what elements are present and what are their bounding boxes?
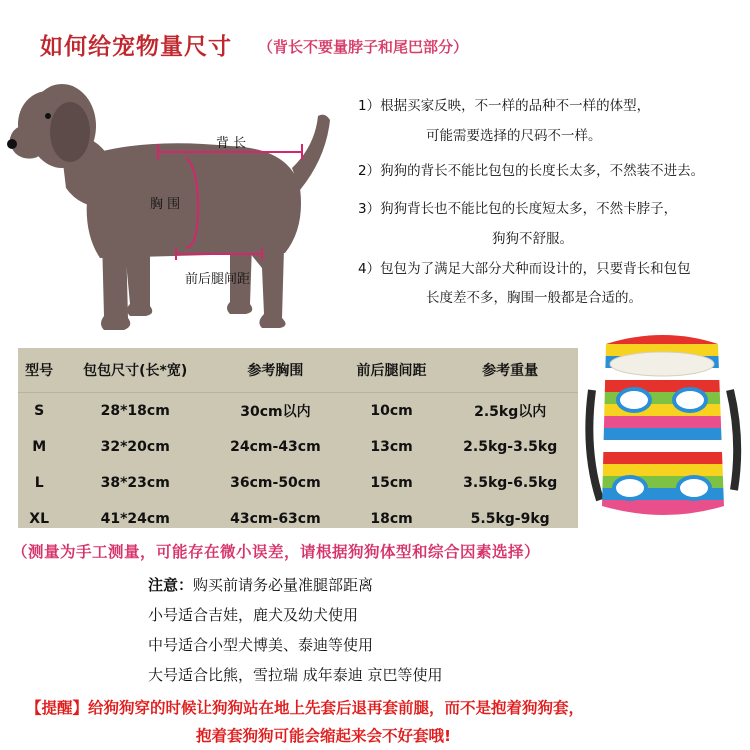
cell-chest: 36cm-50cm — [230, 475, 321, 491]
page-subtitle: （背长不要量脖子和尾巴部分） — [258, 38, 469, 56]
table-row — [18, 501, 578, 537]
note-line-2: 可能需要选择的尺码不一样。 — [426, 128, 602, 144]
guide-title — [148, 574, 373, 595]
note-line-7: 长度差不多，胸围一般都是合适的。 — [426, 290, 642, 306]
table-row — [18, 393, 578, 430]
cell-model: M — [32, 439, 47, 455]
note-line-4: 3）狗狗背长也不能比包的长度短太多，不然卡脖子， — [358, 201, 678, 217]
cell-chest: 30cm以内 — [240, 404, 311, 420]
note-line-6: 4）包包为了满足大部分犬种而设计的，只要背长和包包 — [358, 261, 691, 277]
cell-leg-distance: 15cm — [370, 475, 413, 491]
measurement-disclaimer: （测量为手工测量，可能存在微小误差，请根据狗狗体型和综合因素选择） — [12, 543, 541, 561]
cell-bag-size: 41*24cm — [100, 511, 170, 527]
cell-weight: 2.5kg-3.5kg — [463, 439, 558, 455]
table-header-row — [18, 348, 578, 393]
cell-leg-distance: 10cm — [370, 403, 413, 419]
guide-title-label: 注意： — [148, 576, 194, 594]
pet-backpack-image — [584, 330, 744, 530]
guide-line-large: 大号适合比熊，雪拉瑞 成年泰迪 京巴等使用 — [148, 666, 443, 684]
reminder-line-2: 抱着套狗狗可能会缩起来会不好套哦! — [196, 727, 452, 745]
table-row — [18, 465, 578, 501]
header-chest: 参考胸围 — [247, 363, 304, 379]
note-line-1: 1）根据买家反映，不一样的品种不一样的体型， — [358, 98, 651, 114]
leg-distance-label: 前后腿间距 — [185, 272, 251, 287]
chest-girth-label: 胸 围 — [150, 197, 181, 212]
cell-chest: 24cm-43cm — [230, 439, 321, 455]
cell-weight: 2.5kg以内 — [474, 404, 547, 420]
dog-drawing — [0, 68, 350, 368]
table-row — [18, 429, 578, 465]
note-line-3: 2）狗狗的背长不能比包包的长度长太多，不然装不进去。 — [358, 163, 705, 179]
page-title: 如何给宠物量尺寸 — [40, 34, 232, 60]
cell-bag-size: 32*20cm — [100, 439, 170, 455]
dog-measurement-illustration — [0, 68, 350, 368]
size-chart-table — [18, 348, 578, 528]
backpack-drawing — [584, 330, 744, 530]
note-line-5: 狗狗不舒服。 — [492, 231, 573, 247]
back-length-label: 背 长 — [216, 136, 247, 151]
cell-model: XL — [29, 511, 50, 527]
header-weight: 参考重量 — [482, 363, 539, 379]
cell-model: S — [34, 403, 45, 419]
cell-model: L — [34, 475, 44, 491]
cell-chest: 43cm-63cm — [230, 511, 321, 527]
cell-weight: 3.5kg-6.5kg — [463, 475, 558, 491]
header-model: 型号 — [25, 363, 54, 379]
header-leg-distance: 前后腿间距 — [356, 363, 427, 379]
cell-leg-distance: 13cm — [370, 439, 413, 455]
cell-leg-distance: 18cm — [370, 511, 413, 527]
guide-line-small: 小号适合吉娃，鹿犬及幼犬使用 — [148, 606, 359, 624]
cell-weight: 5.5kg-9kg — [470, 511, 550, 527]
header-bag-size: 包包尺寸(长*宽) — [83, 363, 188, 379]
cell-bag-size: 28*18cm — [100, 403, 170, 419]
guide-line-medium: 中号适合小型犬博美、泰迪等使用 — [148, 636, 374, 654]
cell-bag-size: 38*23cm — [100, 475, 170, 491]
guide-title-text: 购买前请务必量准腿部距离 — [193, 576, 374, 594]
reminder-line-1: 【提醒】给狗狗穿的时候让狗狗站在地上先套后退再套前腿，而不是抱着狗狗套， — [26, 699, 585, 717]
